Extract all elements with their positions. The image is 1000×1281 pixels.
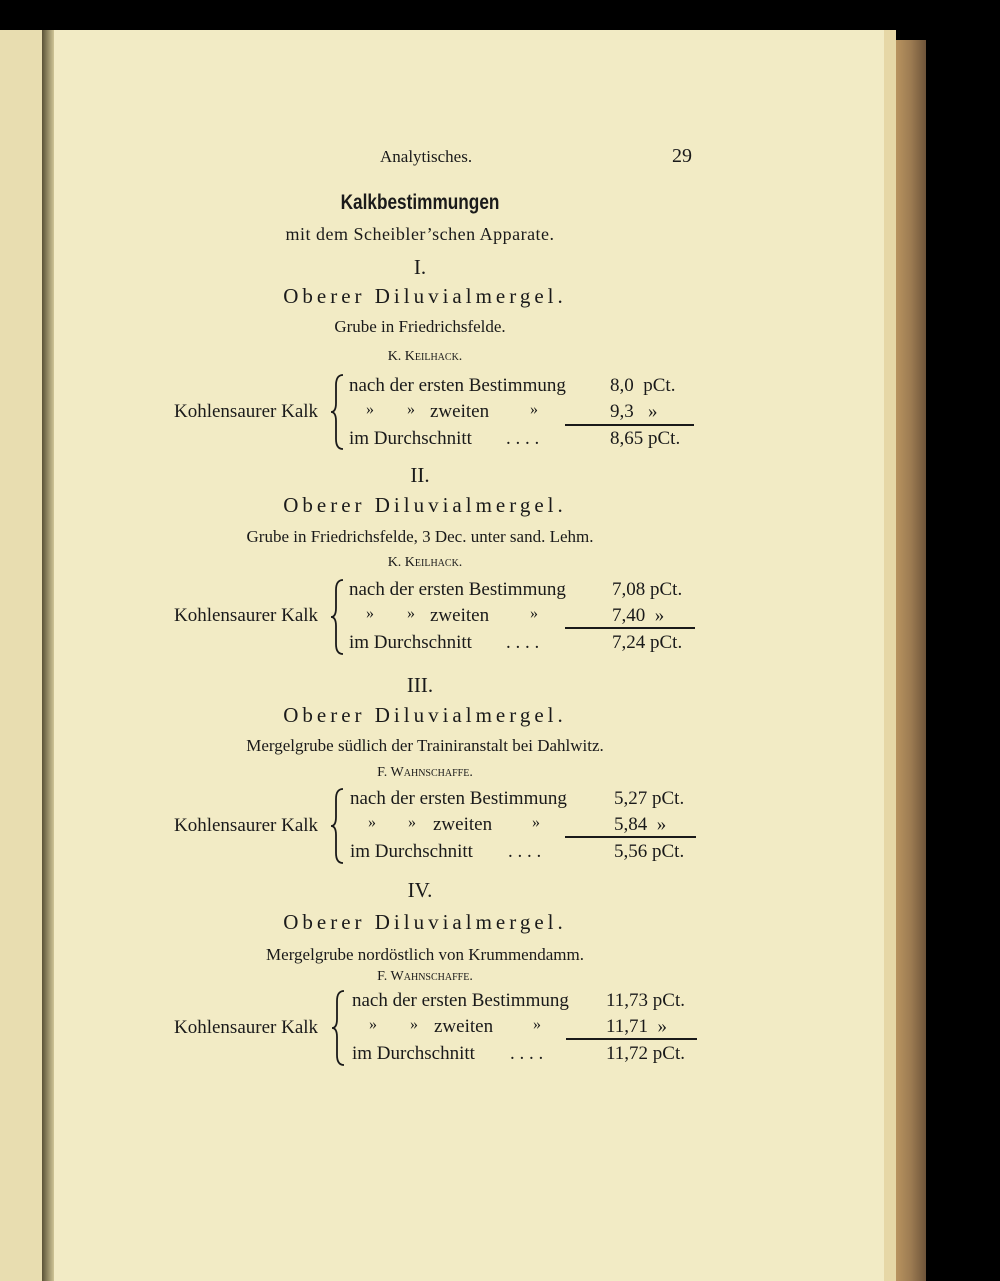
measurement-first: nach der ersten Bestimmung <box>349 579 566 600</box>
facing-page-edge <box>0 30 42 1281</box>
page-title: Kalkbestimmungen <box>340 191 500 214</box>
ditto-mark: » <box>530 401 538 418</box>
curly-brace-icon <box>330 787 346 865</box>
curly-brace-icon <box>331 989 347 1067</box>
value-second: 9,3 » <box>610 401 658 422</box>
section-numeral: IV. <box>407 878 433 902</box>
ditto-mark: » <box>366 401 374 418</box>
curly-brace-icon <box>330 578 346 656</box>
section-heading: Oberer Diluvialmergel. <box>283 493 567 517</box>
ditto-mark: » <box>410 1016 418 1033</box>
running-title: Analytisches. <box>380 147 473 166</box>
section-author: K. Keilhack. <box>387 349 463 364</box>
section-numeral: III. <box>406 673 434 697</box>
value-average: 5,56 pCt. <box>614 841 685 862</box>
leader-dots: . . . . <box>506 632 540 653</box>
section-heading: Oberer Diluvialmergel. <box>283 910 567 934</box>
leader-dots: . . . . <box>510 1043 544 1064</box>
section-location: Grube in Friedrichsfelde, 3 Dec. unter sand. Lehm. <box>246 527 594 546</box>
measurement-average: im Durchschnitt <box>349 428 472 449</box>
measurement-second: zweiten <box>434 1016 494 1037</box>
row-label: Kohlensaurer Kalk <box>174 1017 319 1038</box>
section-heading: Oberer Diluvialmergel. <box>283 284 567 308</box>
curly-brace-icon <box>330 373 346 451</box>
ditto-mark: » <box>366 605 374 622</box>
value-second: 11,71 » <box>606 1016 668 1037</box>
sum-rule <box>565 627 695 629</box>
page <box>54 30 884 1281</box>
section-author: K. Keilhack. <box>387 555 463 570</box>
section-author: F. Wahnschaffe. <box>377 765 473 780</box>
section-location: Grube in Friedrichsfelde. <box>334 317 506 336</box>
page-number: 29 <box>672 145 692 167</box>
sum-rule <box>566 1038 697 1040</box>
measurement-first: nach der ersten Bestimmung <box>349 375 566 396</box>
measurement-second: zweiten <box>430 401 490 422</box>
section-author: F. Wahnschaffe. <box>377 969 473 984</box>
section-numeral: I. <box>413 255 427 279</box>
value-average: 11,72 pCt. <box>606 1043 685 1064</box>
section-location: Mergelgrube nordöstlich von Krummendamm. <box>266 945 584 964</box>
measurement-first: nach der ersten Bestimmung <box>350 788 567 809</box>
value-first: 11,73 pCt. <box>606 990 685 1011</box>
ditto-mark: » <box>368 814 376 831</box>
measurement-average: im Durchschnitt <box>350 841 473 862</box>
value-first: 5,27 pCt. <box>614 788 685 809</box>
value-first: 8,0 pCt. <box>610 375 676 396</box>
row-label: Kohlensaurer Kalk <box>174 815 319 836</box>
value-average: 8,65 pCt. <box>610 428 681 449</box>
ditto-mark: » <box>530 605 538 622</box>
row-label: Kohlensaurer Kalk <box>174 605 319 626</box>
ditto-mark: » <box>533 1016 541 1033</box>
sum-rule <box>565 836 696 838</box>
value-second: 7,40 » <box>612 605 665 626</box>
section-numeral: II. <box>410 463 430 487</box>
leader-dots: . . . . <box>508 841 542 862</box>
page-subtitle: mit dem Scheibler’schen Apparate. <box>285 224 555 244</box>
sum-rule <box>565 424 694 426</box>
ditto-mark: » <box>407 401 415 418</box>
value-first: 7,08 pCt. <box>612 579 683 600</box>
value-average: 7,24 pCt. <box>612 632 683 653</box>
measurement-average: im Durchschnitt <box>352 1043 475 1064</box>
value-second: 5,84 » <box>614 814 667 835</box>
section-heading: Oberer Diluvialmergel. <box>283 703 567 727</box>
measurement-second: zweiten <box>433 814 493 835</box>
ditto-mark: » <box>407 605 415 622</box>
ditto-mark: » <box>532 814 540 831</box>
page-margin-edge <box>884 30 896 1281</box>
measurement-first: nach der ersten Bestimmung <box>352 990 569 1011</box>
book-fore-edge <box>896 40 926 1281</box>
book-gutter <box>42 30 54 1281</box>
measurement-average: im Durchschnitt <box>349 632 472 653</box>
section-location: Mergelgrube südlich der Trainiranstalt bei Dahlwitz. <box>246 736 604 755</box>
measurement-second: zweiten <box>430 605 490 626</box>
leader-dots: . . . . <box>506 428 540 449</box>
ditto-mark: » <box>369 1016 377 1033</box>
row-label: Kohlensaurer Kalk <box>174 401 319 422</box>
ditto-mark: » <box>408 814 416 831</box>
